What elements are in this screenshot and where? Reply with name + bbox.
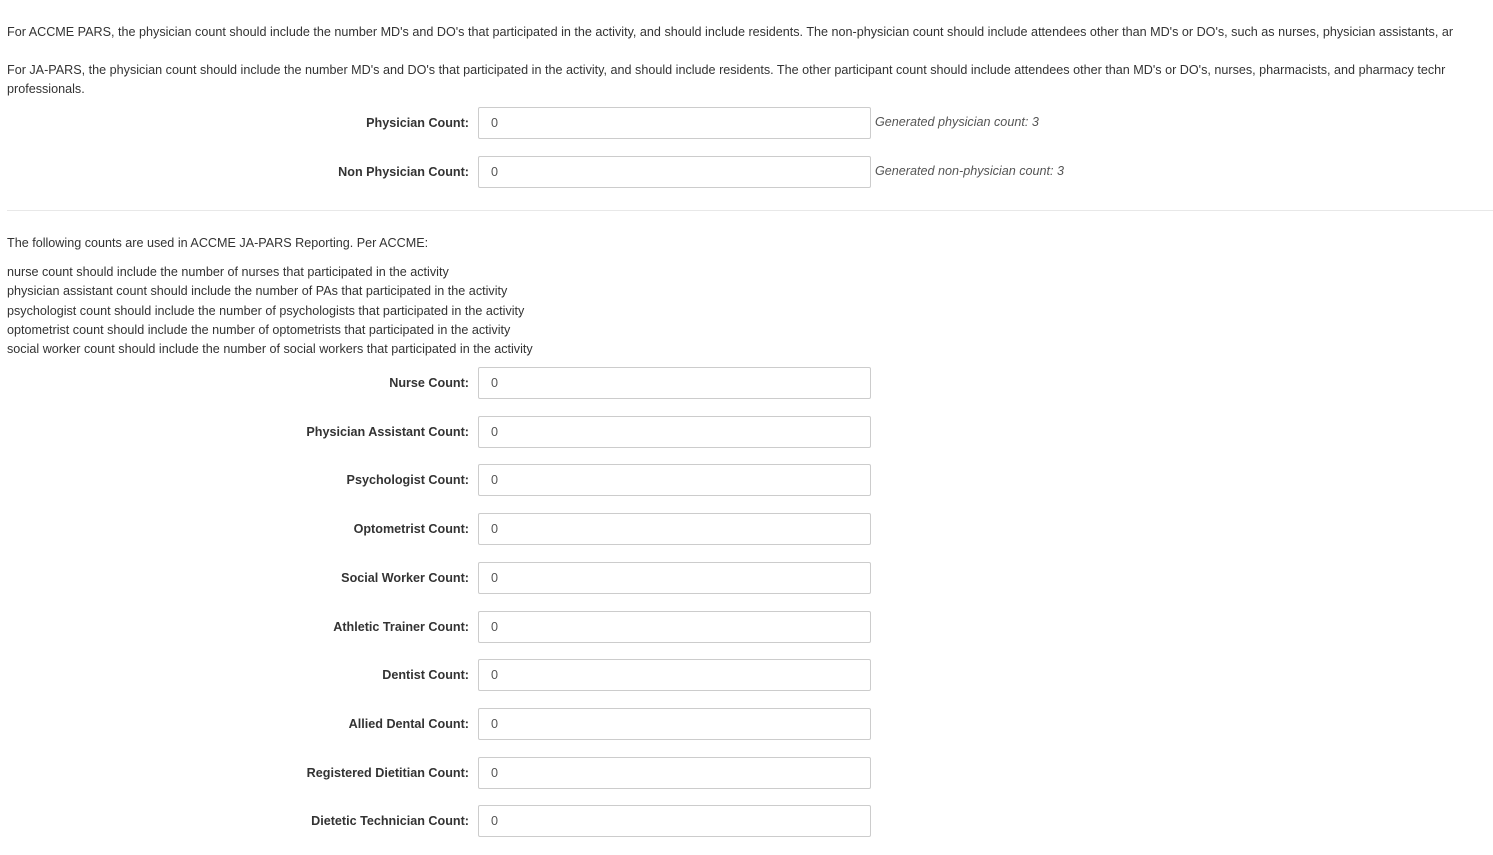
social-worker-count-input[interactable] [478,562,871,594]
rule-physician-assistant: physician assistant count should include the number of PAs that participated in the activity [7,284,508,299]
allied-dental-count-row [0,708,1493,740]
non-physician-count-label: Non Physician Count: [338,165,469,179]
athletic-trainer-count-label: Athletic Trainer Count: [333,620,469,634]
allied-dental-count-input[interactable] [478,708,871,740]
dentist-count-input[interactable] [478,659,871,691]
allied-dental-count-label: Allied Dental Count: [348,717,469,731]
non-physician-count-input[interactable] [478,156,871,188]
rule-social-worker: social worker count should include the number of social workers that participated in the activity [7,342,533,357]
rule-optometrist: optometrist count should include the number of optometrists that participated in the activity [7,322,511,337]
social-worker-count-row [0,562,1493,594]
physician-assistant-count-row [0,416,1493,448]
ja-pars-intro: The following counts are used in ACCME JA-PARS Reporting. Per ACCME: [7,236,429,250]
ja-pars-rules-list [7,263,533,359]
dentist-count-row [0,659,1493,691]
section-divider [7,210,1493,211]
registered-dietitian-count-label: Registered Dietitian Count: [306,766,469,780]
registered-dietitian-count-row [0,757,1493,789]
physician-count-row [0,107,1493,139]
nurse-count-label: Nurse Count: [389,376,469,390]
generated-physician-count-hint: Generated physician count: 3 [875,115,1039,129]
ja-pars-note [7,61,1493,99]
dentist-count-label: Dentist Count: [382,668,469,682]
dietetic-technician-count-input[interactable] [478,805,871,837]
psychologist-count-input[interactable] [478,464,871,496]
physician-count-input[interactable] [478,107,871,139]
athletic-trainer-count-row [0,611,1493,643]
optometrist-count-label: Optometrist Count: [353,522,469,536]
ja-pars-note-line-1: For JA-PARS, the physician count should include the number MD's and DO's that participated in the activity, and should include residents. The other participant count should include attendees other than MD's or DO's, nurses, pharmacists, and pharmacy techr [7,63,1446,77]
dietetic-technician-count-row [0,805,1493,837]
ja-pars-note-line-2: professionals. [7,82,85,96]
physician-assistant-count-label: Physician Assistant Count: [306,425,469,439]
dietetic-technician-count-label: Dietetic Technician Count: [311,814,469,828]
physician-assistant-count-input[interactable] [478,416,871,448]
rule-nurse: nurse count should include the number of nurses that participated in the activity [7,265,449,279]
non-physician-count-row [0,156,1493,188]
generated-non-physician-count-hint: Generated non-physician count: 3 [875,164,1065,178]
accme-pars-note: For ACCME PARS, the physician count should include the number MD's and DO's that participated in the activity, and should include residents. The non-physician count should include attendees other than MD's or DO's, such as nurses, physician assistants, ar [7,25,1454,39]
optometrist-count-input[interactable] [478,513,871,545]
athletic-trainer-count-input[interactable] [478,611,871,643]
social-worker-count-label: Social Worker Count: [341,571,469,585]
registered-dietitian-count-input[interactable] [478,757,871,789]
optometrist-count-row [0,513,1493,545]
nurse-count-input[interactable] [478,367,871,399]
rule-psychologist: psychologist count should include the number of psychologists that participated in the activity [7,303,525,318]
psychologist-count-label: Psychologist Count: [346,473,469,487]
physician-count-label: Physician Count: [366,116,469,130]
nurse-count-row [0,367,1493,399]
psychologist-count-row [0,464,1493,496]
